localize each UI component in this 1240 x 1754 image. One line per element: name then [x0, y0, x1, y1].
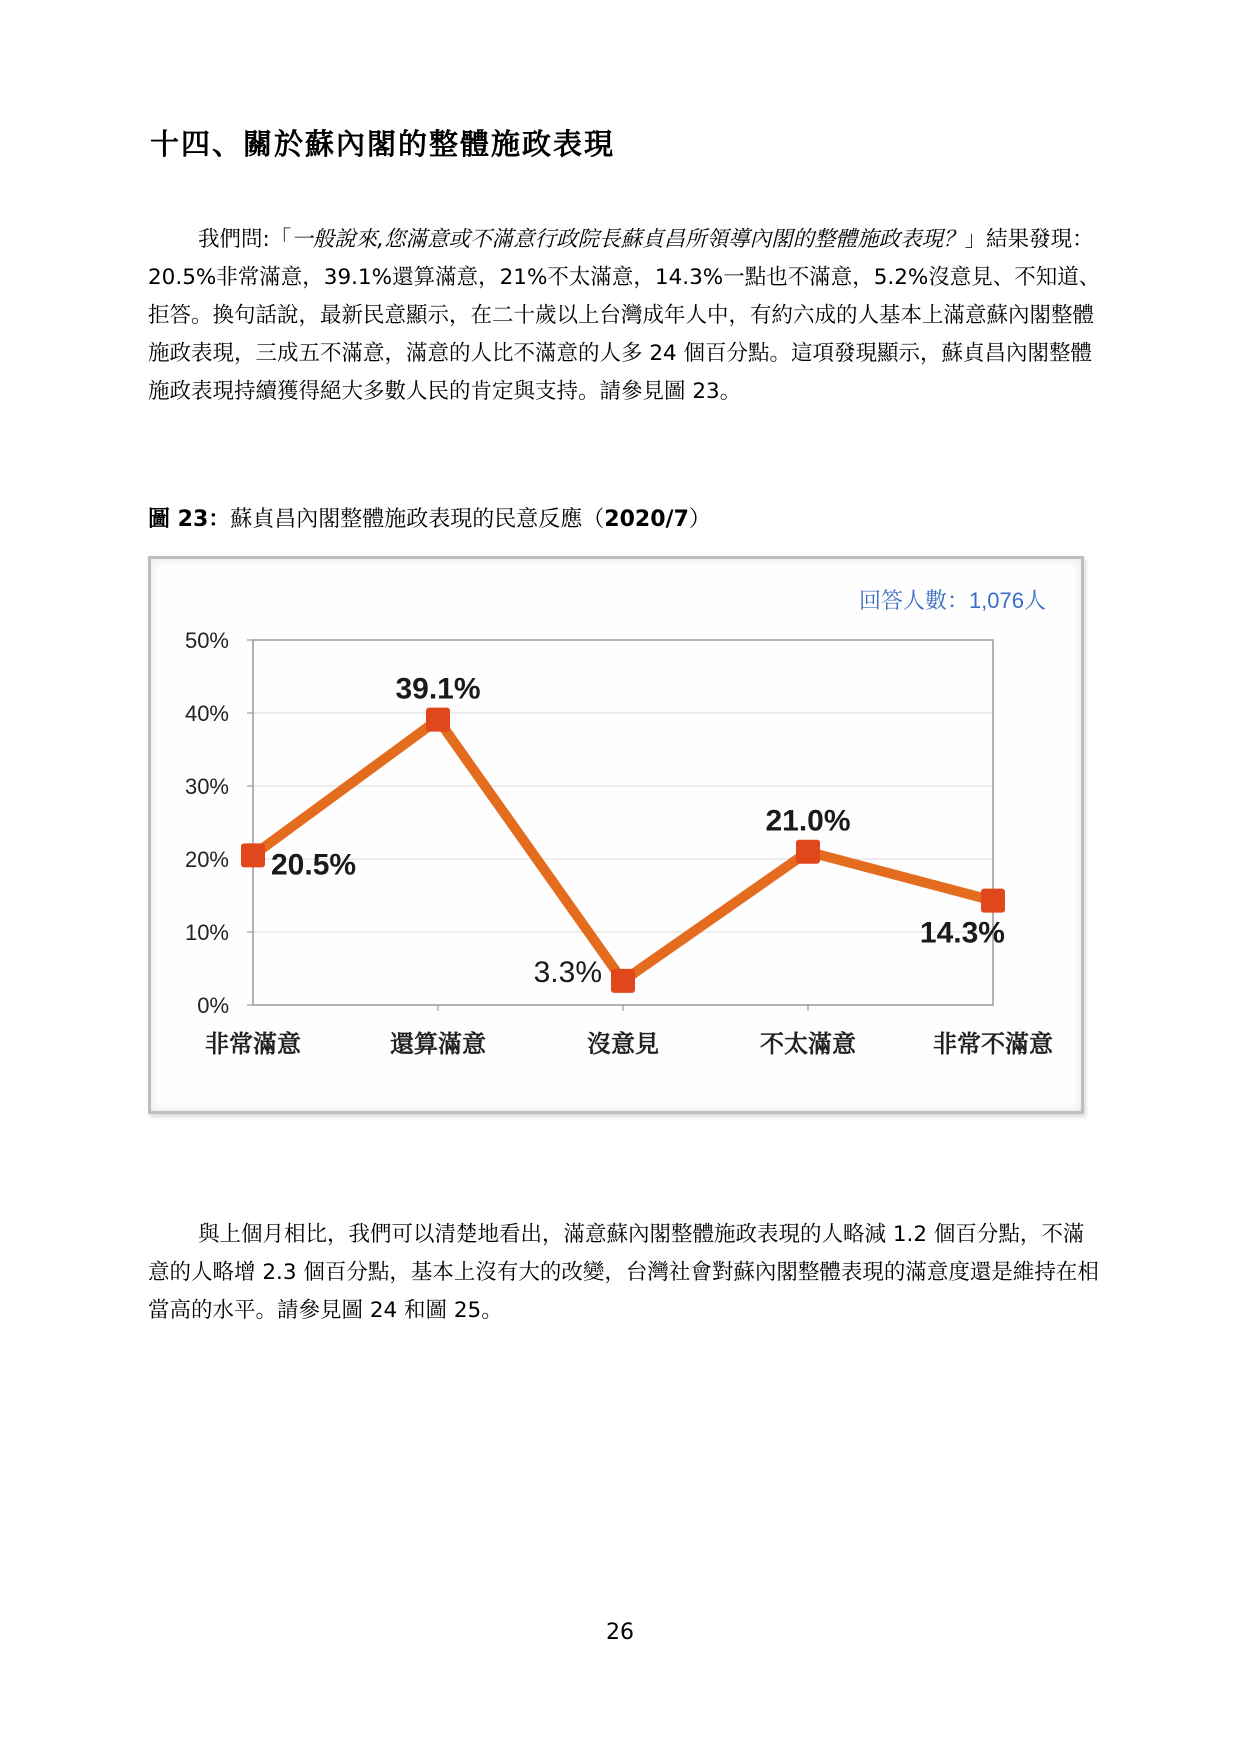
x-tick-label: 沒意見 — [587, 1031, 659, 1058]
y-tick-label: 20% — [184, 847, 229, 872]
figure-title-end: ） — [688, 507, 711, 532]
figure-date: 2020/7 — [604, 507, 689, 532]
respondent-count-note: 回答人數：1,076人 — [858, 588, 1046, 613]
x-tick-label: 非常不滿意 — [933, 1031, 1053, 1058]
data-point — [796, 840, 820, 864]
y-tick-label: 0% — [197, 993, 229, 1018]
series-line — [253, 720, 993, 981]
data-point — [981, 889, 1005, 913]
question-close: 」 — [964, 227, 987, 252]
figure-caption — [148, 502, 711, 533]
comparison-text: 與上個月相比，我們可以清楚地看出，滿意蘇內閣整體施政表現的人略減 1.2 個百分點，不滿意的人略增 2.3 個百分點，基本上沒有大的改變，台灣社會對蘇內閣整體表現的滿意度還是維持在相當高的水平。請參見圖 24 和圖 25。 — [148, 1222, 1099, 1323]
data-point — [241, 843, 265, 867]
x-tick-label: 還算滿意 — [390, 1031, 486, 1058]
survey-question: 一般說來,您滿意或不滿意行政院長蘇貞昌所領導內閣的整體施政表現？ — [291, 227, 965, 252]
data-point — [426, 708, 450, 732]
chart-frame — [148, 556, 1084, 1114]
y-tick-label: 10% — [184, 920, 229, 945]
line-chart — [151, 559, 1081, 1111]
y-tick-label: 40% — [184, 701, 229, 726]
figure-title: 蘇貞昌內閣整體施政表現的民意反應（ — [230, 507, 605, 532]
x-tick-label: 不太滿意 — [760, 1031, 856, 1058]
data-label: 20.5% — [271, 848, 357, 882]
x-tick-label: 非常滿意 — [205, 1031, 301, 1058]
comparison-paragraph — [148, 1216, 1103, 1330]
question-lead: 我們問:「 — [198, 227, 292, 252]
data-label: 21.0% — [765, 804, 851, 838]
section-heading: 十四、關於蘇內閣的整體施政表現 — [150, 127, 616, 161]
y-tick-label: 30% — [184, 774, 229, 799]
y-tick-label: 50% — [184, 628, 229, 653]
data-label: 39.1% — [395, 672, 481, 706]
figure-label: 圖 23： — [148, 507, 231, 532]
data-label: 14.3% — [919, 916, 1005, 950]
intro-paragraph — [148, 221, 1103, 411]
data-point — [611, 969, 635, 993]
plot-area — [253, 640, 993, 1005]
page-number: 26 — [606, 1620, 634, 1645]
results-text: 結果發現：20.5%非常滿意，39.1%還算滿意，21%不太滿意，14.3%一點也不滿意，5.2%沒意見、不知道、拒答。換句話說，最新民意顯示，在二十歲以上台灣成年人中，有約六成的人基本上滿意蘇內閣整體施政表現，三成五不滿意，滿意的人比不滿意的人多 24 個百分點。這項發現顯示，蘇貞昌內閣整體施政表現持續獲得絕大多數人民的肯定與支持。請參見圖 23。 — [148, 227, 1101, 404]
data-label: 3.3% — [533, 955, 602, 989]
